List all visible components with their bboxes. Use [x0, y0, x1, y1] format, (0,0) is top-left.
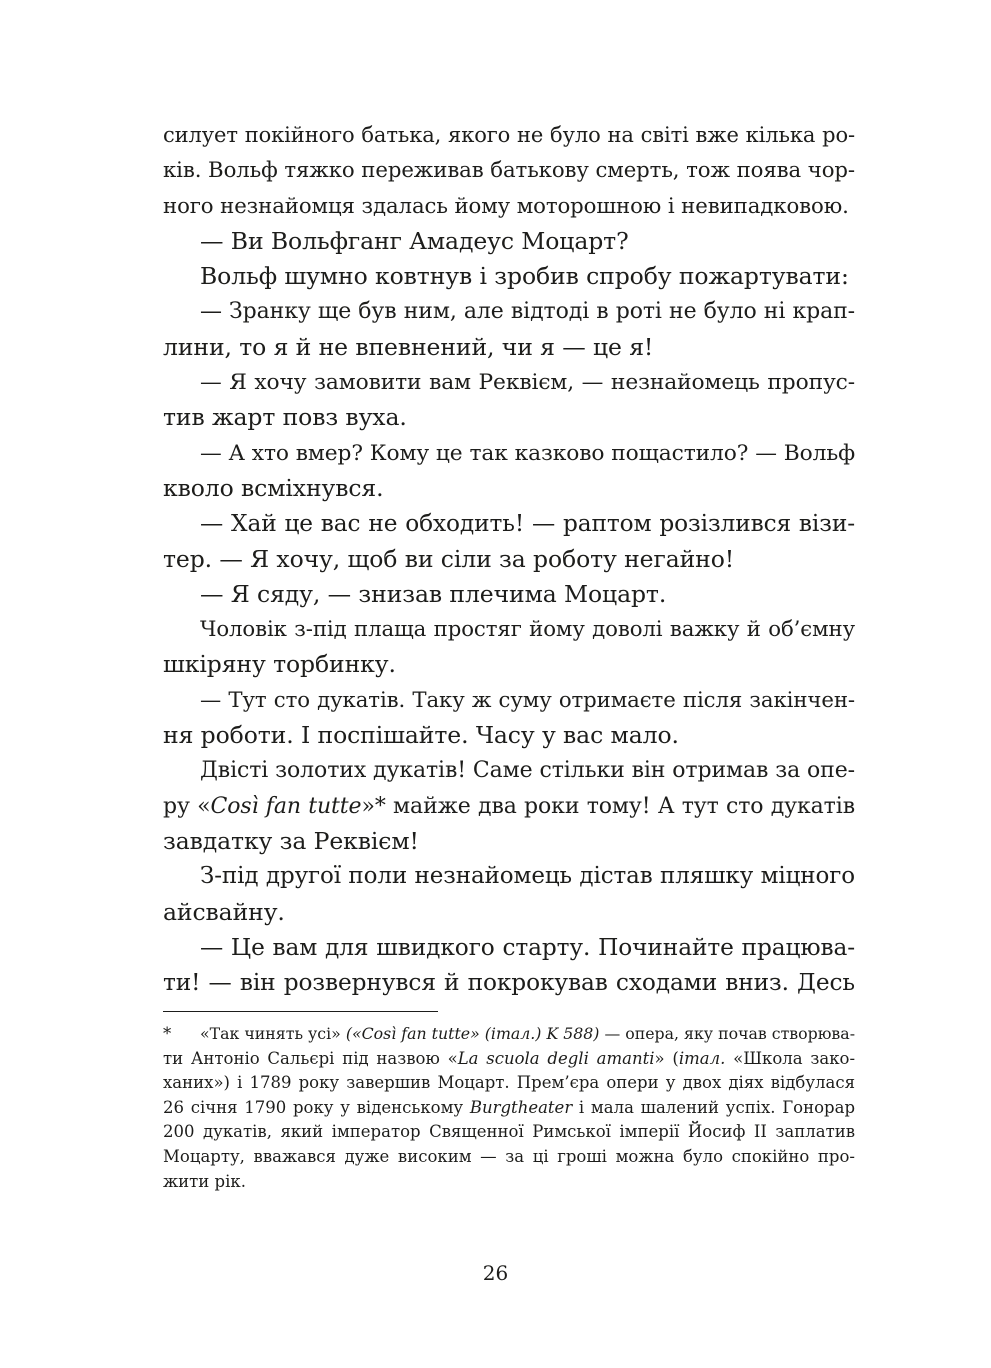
italic-title: Così fan tutte	[210, 793, 362, 819]
text-line: ного незнайомця здалась йому моторошною і невипадковою.	[163, 193, 849, 219]
text-line	[163, 789, 855, 824]
footnote-italic: La scuola degli amanti	[457, 1048, 655, 1068]
text-line: — Ви Вольфганг Амадеус Моцарт?	[200, 226, 629, 255]
text-line: З-під другої поли незнайомець дістав пляшку міцного	[200, 863, 855, 890]
text-line: — Це вам для швидкого старту. Починайте працюва-	[200, 933, 855, 961]
footnote-fragment: 200 дукатів, який імператор Священної Римської імперії Йосиф II заплатив	[163, 1122, 855, 1142]
footnote-line	[200, 1022, 855, 1047]
footnote-fragment: Моцарту, вважався дуже високим — за ці гроші можна було спокійно про-	[163, 1146, 855, 1166]
text-line: Двісті золотих дукатів! Саме стільки він отримав за опе-	[200, 758, 855, 784]
footnote-fragment: «Школа зако-	[725, 1048, 856, 1068]
footnote-line	[163, 1120, 855, 1145]
footnote-fragment: — опера, яку почав створюва-	[599, 1024, 856, 1043]
page-number: 26	[482, 1261, 509, 1285]
text-line: Чоловік з-під плаща простяг йому доволі важку й об’ємну	[200, 617, 855, 643]
text-line: завдатку за Реквієм!	[163, 826, 419, 855]
footnote-line	[163, 1145, 855, 1170]
footnote-fragment: » (	[654, 1048, 679, 1068]
text-line: Вольф шумно ковтнув і зробив спробу пожартувати:	[200, 262, 849, 291]
footnote-marker: *	[163, 1024, 172, 1043]
footnote-italic: італ.	[678, 1048, 726, 1068]
text-line: силует покійного батька, якого не було на світі вже кілька ро-	[163, 123, 855, 147]
text-line: — Зранку ще був ним, але відтоді в роті не було ні крап-	[200, 299, 855, 325]
text-line: ти! — він розвернувся й покрокував сходами вниз. Десь	[163, 969, 855, 997]
text-line: — А хто вмер? Кому це так казково пощастило? — Вольф	[200, 440, 855, 466]
footnote-italic: («Così fan tutte» (італ.) K 588)	[345, 1024, 600, 1043]
footnote-fragment: «Так чинять усі»	[200, 1024, 346, 1043]
text-line: тер. — Я хочу, щоб ви сіли за роботу негайно!	[163, 544, 735, 573]
text-fragment: ру «	[163, 793, 211, 819]
footnote-italic: Burgtheater	[469, 1097, 573, 1117]
footnote-fragment: 26 січня 1790 року у віденському	[163, 1097, 470, 1117]
text-line: шкіряну торбинку.	[163, 650, 396, 679]
text-line: ня роботи. І поспішайте. Часу у вас мало.	[163, 721, 679, 750]
text-line: кволо всміхнувся.	[163, 473, 384, 502]
footnote-line	[163, 1047, 855, 1072]
footnote-fragment: ханих») і 1789 року завершив Моцарт. Прем’єра опери у двох діях відбулася	[163, 1073, 855, 1093]
text-line: — Тут сто дукатів. Таку ж суму отримаєте після закінчен-	[200, 687, 855, 713]
footnote-fragment: і мала шалений успіх. Гонорар	[572, 1097, 856, 1117]
footnote-text	[163, 1022, 856, 1194]
text-line: айсвайну.	[163, 897, 285, 926]
text-line: — Я сяду, — знизав плечима Моцарт.	[200, 579, 667, 608]
footnote-line	[163, 1096, 855, 1121]
text-line: тив жарт повз вуха.	[163, 403, 407, 432]
main-text-body	[163, 118, 855, 1000]
footnote-fragment: жити рік.	[163, 1171, 246, 1191]
text-fragment: »* майже два роки тому! А тут сто дукатів	[361, 793, 855, 819]
text-line: — Я хочу замовити вам Реквієм, — незнайомець пропус-	[200, 370, 855, 396]
footnote-divider	[163, 1011, 438, 1012]
text-line: ків. Вольф тяжко переживав батькову смерть, тож поява чор-	[163, 158, 855, 184]
footnote-line	[163, 1071, 855, 1096]
footnote-line	[163, 1170, 855, 1195]
text-line: — Хай це вас не обходить! — раптом розізлився візи-	[200, 510, 855, 538]
text-line: лини, то я й не впевнений, чи я — це я!	[163, 332, 654, 361]
footnote-fragment: ти Антоніо Сальєрі під назвою «	[163, 1048, 458, 1068]
